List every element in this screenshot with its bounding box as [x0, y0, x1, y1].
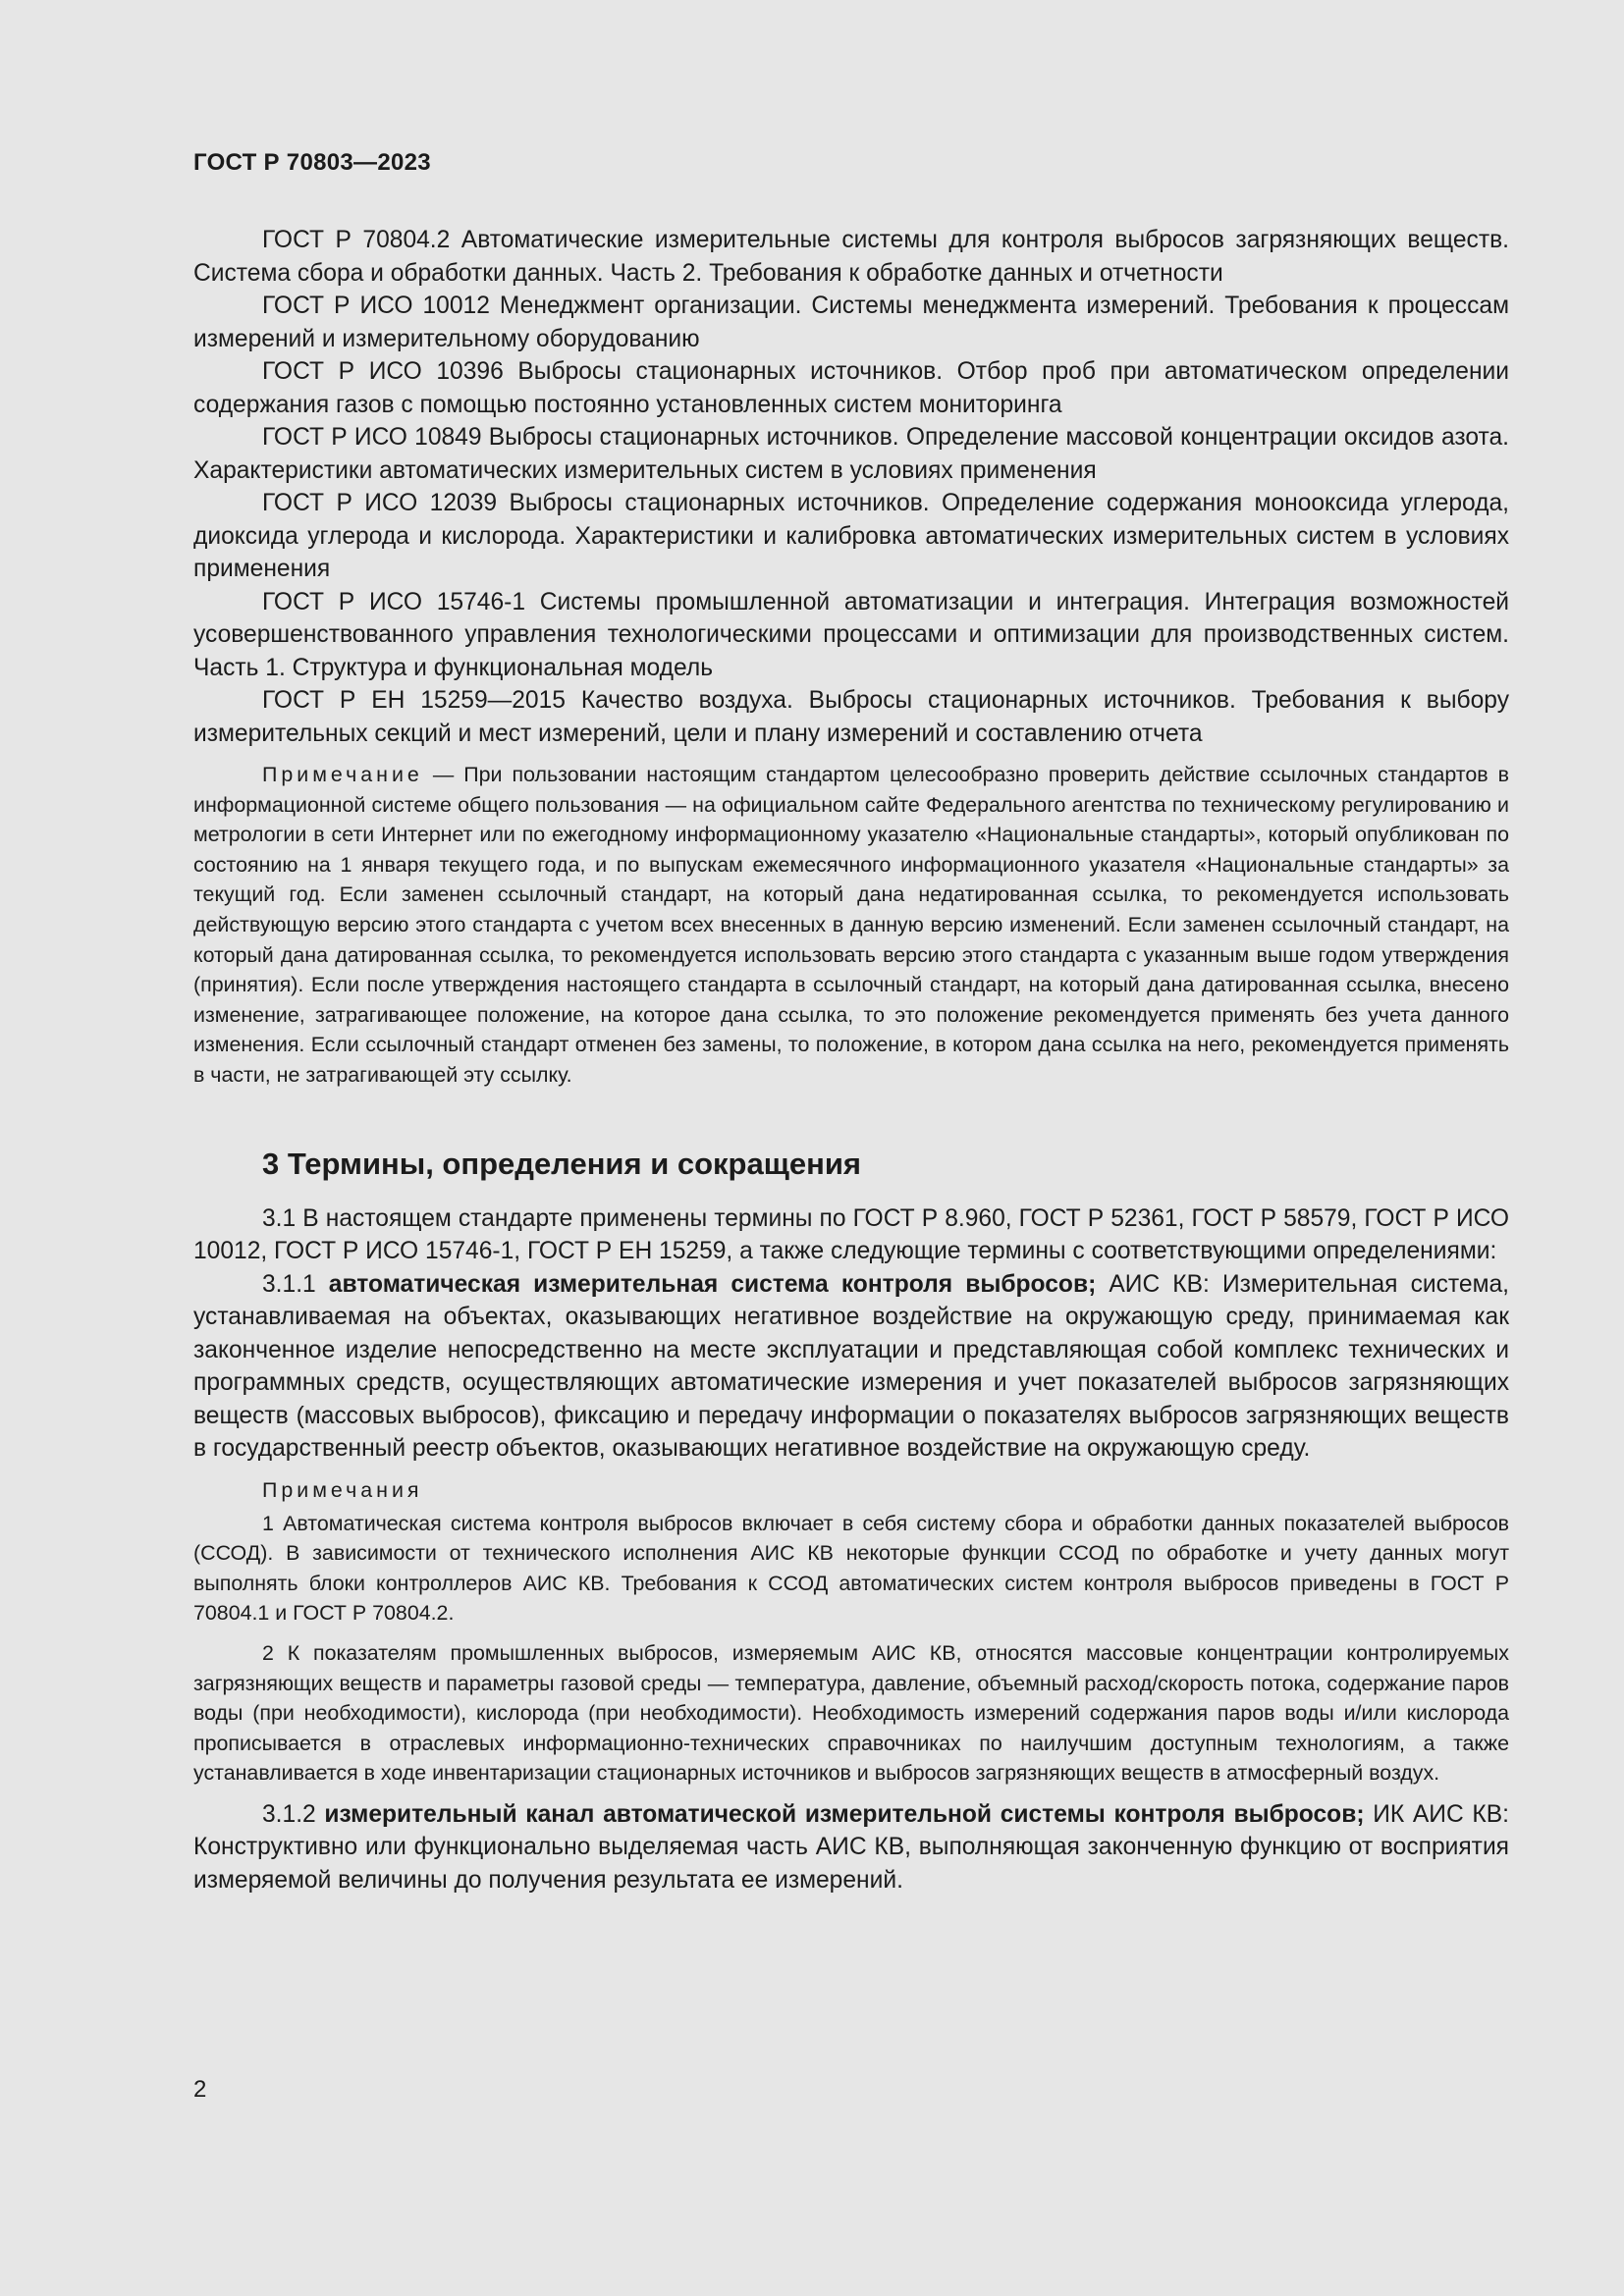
term-name: автоматическая измерительная система контроля выбросов; [328, 1270, 1097, 1298]
term-definition: АИС КВ: Измерительная система, устанавливаемая на объектах, оказывающих негативное воздействие на окружающую среду, принимаемая как законченное изделие непосредственно на месте эксплуатации и представляющая собой комплекс технических и программных средств, осуществляющих автоматические измерения и учет показателей выбросов загрязняющих веществ (массовых выбросов), фиксацию и передачу информации о показателях выбросов загрязняющих веществ в государственный реестр объектов, оказывающих негативное воздействие на окружающую среду. [193, 1270, 1509, 1463]
term-name: измерительный канал автоматической измерительной системы контроля выбросов; [324, 1800, 1365, 1828]
reference-item: ГОСТ Р ЕН 15259—2015 Качество воздуха. Выбросы стационарных источников. Требования к выбору измерительных секций и мест измерений, цели и плану измерений и составлению отчета [193, 687, 1509, 747]
main-content [193, 224, 1509, 1896]
paragraph-3-1: 3.1 В настоящем стандарте применены термины по ГОСТ Р 8.960, ГОСТ Р 52361, ГОСТ Р 58579, ГОСТ Р ИСО 10012, ГОСТ Р ИСО 15746-1, ГОСТ Р ЕН 15259, а также следующие термины с соответствующими определениями: [193, 1204, 1509, 1265]
document-header: ГОСТ Р 70803—2023 [193, 149, 431, 176]
term-number: 3.1.1 [262, 1270, 329, 1298]
reference-item: ГОСТ Р 70804.2 Автоматические измерительные системы для контроля выбросов загрязняющих веществ. Система сбора и обработки данных. Часть 2. Требования к обработке данных и отчетности [193, 227, 1509, 287]
note-label: Примечание [262, 763, 423, 786]
reference-item: ГОСТ Р ИСО 15746-1 Системы промышленной автоматизации и интеграция. Интеграция возможностей усовершенствованного управления технологическими процессами и оптимизации для производственных систем. Часть 1. Структура и функциональная модель [193, 588, 1509, 681]
note-item: 1 Автоматическая система контроля выбросов включает в себя систему сбора и обработки данных показателей выбросов (ССОД). В зависимости от технического исполнения АИС КВ некоторые функции ССОД по обработке и учету данных могут выполнять блоки контроллеров АИС КВ. Требования к ССОД автоматических систем контроля выбросов приведены в ГОСТ Р 70804.1 и ГОСТ Р 70804.2. [193, 1511, 1509, 1626]
note-item: 2 К показателям промышленных выбросов, измеряемым АИС КВ, относятся массовые концентрации контролируемых загрязняющих веществ и параметры газовой среды — температура, давление, объемный расход/скорость потока, содержание паров воды (при необходимости), кислорода (при необходимости). Необходимость измерений содержания паров воды и/или кислорода прописывается в отраслевых информационно-технических справочниках по наилучшим доступным технологиям, а также устанавливается в ходе инвентаризации стационарных источников и выбросов загрязняющих веществ в атмосферный воздух. [193, 1640, 1509, 1786]
reference-item: ГОСТ Р ИСО 10396 Выбросы стационарных источников. Отбор проб при автоматическом определении содержания газов с помощью постоянно установленных систем мониторинга [193, 358, 1509, 418]
section-title: 3 Термины, определения и сокращения [262, 1146, 861, 1181]
notes-label: Примечания [262, 1477, 423, 1502]
reference-item: ГОСТ Р ИСО 12039 Выбросы стационарных источников. Определение содержания монооксида углерода, диоксида углерода и кислорода. Характеристики и калибровка автоматических измерительных систем в условиях применения [193, 490, 1509, 582]
term-number: 3.1.2 [262, 1800, 325, 1828]
page-number: 2 [193, 2076, 207, 2103]
term-3-1-2 [193, 1798, 1509, 1897]
note-text: — При пользовании настоящим стандартом целесообразно проверить действие ссылочных стандартов в информационной системе общего пользования — на официальном сайте Федерального агентства по техническому регулированию и метрологии в сети Интернет или по ежегодному информационному указателю «Национальные стандарты», который опубликован по состоянию на 1 января текущего года, и по выпускам ежемесячного информационного указателя «Национальные стандарты» за текущий год. Если заменен ссылочный стандарт, на который дана недатированная ссылка, то рекомендуется использовать действующую версию этого стандарта с учетом всех внесенных в данную версию изменений. Если заменен ссылочный стандарт, на который дана датированная ссылка, то рекомендуется использовать версию этого стандарта с указанным выше годом утверждения (принятия). Если после утверждения настоящего стандарта в ссылочный стандарт, на который дана датированная ссылка, внесено изменение, затрагивающее положение, на которое дана ссылка, то это положение рекомендуется применять без учета данного изменения. Если ссылочный стандарт отменен без замены, то положение, в котором дана ссылка на него, рекомендуется применять в части, не затрагивающей эту ссылку. [193, 763, 1509, 1087]
reference-note [193, 760, 1509, 1091]
term-definition: ИК АИС КВ: Конструктивно или функционально выделяемая часть АИС КВ, выполняющая законченную функцию от восприятия измеряемой величины до получения результата ее измерений. [193, 1800, 1509, 1894]
term-3-1-1 [193, 1268, 1509, 1466]
reference-item: ГОСТ Р ИСО 10849 Выбросы стационарных источников. Определение массовой концентрации оксидов азота. Характеристики автоматических измерительных систем в условиях применения [193, 424, 1509, 484]
reference-item: ГОСТ Р ИСО 10012 Менеджмент организации. Системы менеджмента измерений. Требования к процессам измерений и измерительному оборудованию [193, 293, 1509, 352]
